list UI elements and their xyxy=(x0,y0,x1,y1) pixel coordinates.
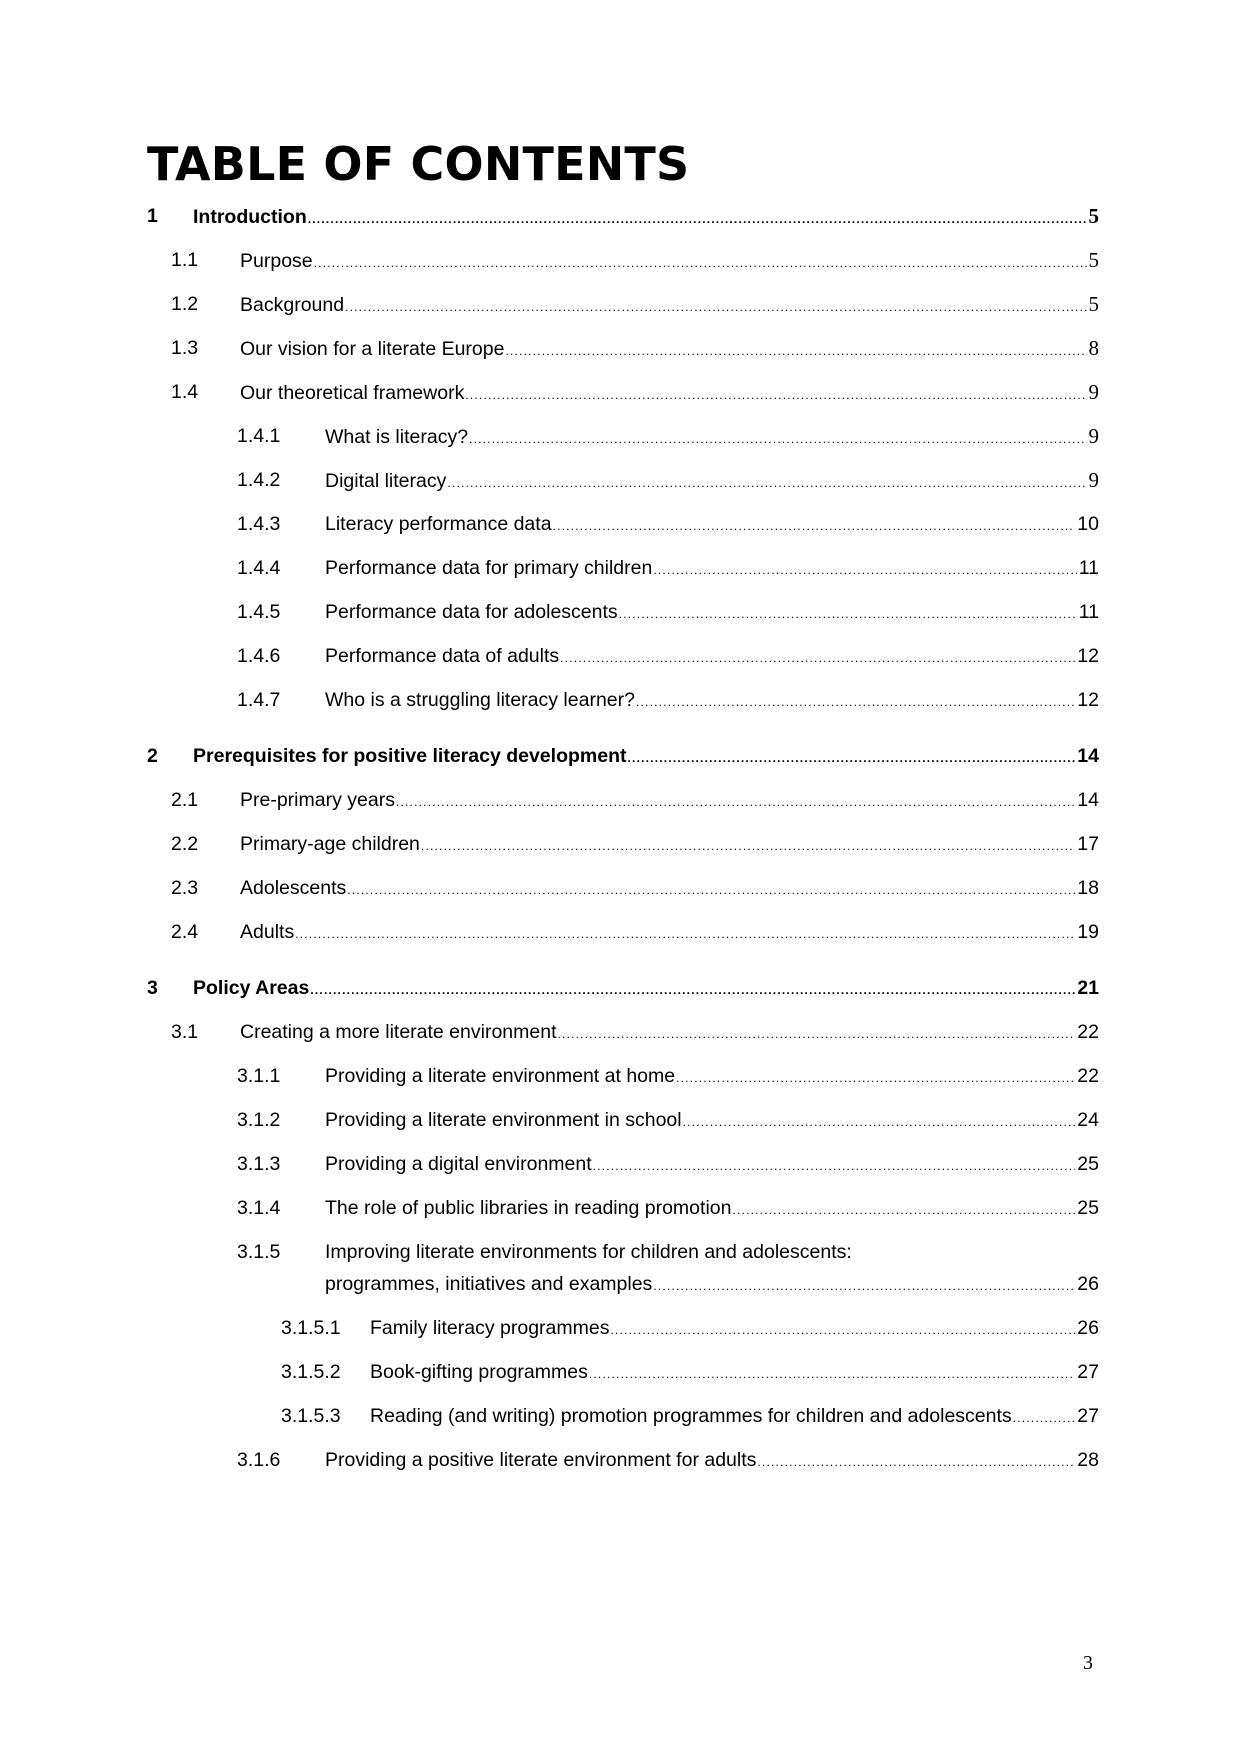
toc-entry-title: Performance data for adolescents xyxy=(325,601,618,623)
toc-entry-page: 9 xyxy=(1088,468,1099,492)
page-number: 3 xyxy=(1083,1652,1093,1674)
dot-leader xyxy=(345,295,1086,319)
toc-entry-title: Creating a more literate environment xyxy=(240,1021,557,1043)
toc-entry-page: 12 xyxy=(1077,645,1099,667)
toc-entry-title: Providing a digital environment xyxy=(325,1153,592,1175)
toc-entry-number: 3.1.2 xyxy=(237,1109,281,1131)
dot-leader xyxy=(295,922,1075,946)
toc-entry-number: 1.1 xyxy=(171,249,199,271)
toc-entry-page: 12 xyxy=(1077,689,1099,711)
toc-entry-page: 8 xyxy=(1088,336,1099,360)
toc-entry-page: 14 xyxy=(1077,745,1099,767)
toc-entry-title: Who is a struggling literacy learner? xyxy=(325,689,635,711)
dot-leader xyxy=(676,1066,1075,1090)
toc-entry-number: 3.1.5 xyxy=(237,1241,281,1263)
toc-entry-page: 9 xyxy=(1088,380,1099,404)
toc-entry-number: 3.1.5.3 xyxy=(281,1405,341,1427)
dot-leader xyxy=(553,514,1076,538)
toc-entry-title: Digital literacy xyxy=(325,470,447,492)
toc-entry-number: 2.3 xyxy=(171,877,199,899)
toc-entry-number: 1.4.3 xyxy=(237,513,281,535)
dot-leader xyxy=(1013,1406,1076,1430)
toc-entry-page: 28 xyxy=(1077,1449,1099,1471)
toc-entry-page: 25 xyxy=(1077,1153,1099,1175)
toc-entry-number: 1.3 xyxy=(171,337,199,359)
toc-entry-title: Literacy performance data xyxy=(325,513,552,535)
toc-entry-number: 3.1.4 xyxy=(237,1197,281,1219)
dot-leader xyxy=(469,427,1086,451)
dot-leader xyxy=(653,558,1076,582)
toc-entry-page: 11 xyxy=(1078,557,1099,579)
toc-entry-number: 2.4 xyxy=(171,921,199,943)
toc-entry-title: Reading (and writing) promotion programmes for children and adolescents xyxy=(370,1405,1012,1427)
toc-entry-number: 2.2 xyxy=(171,833,199,855)
toc-entry-title: Purpose xyxy=(240,250,313,272)
toc-entry-number: 1 xyxy=(147,205,158,227)
toc-entry-title: Introduction xyxy=(193,206,307,228)
toc-entry-number: 1.4.2 xyxy=(237,469,281,491)
dot-leader xyxy=(757,1450,1075,1474)
toc-entry-page: 26 xyxy=(1077,1317,1099,1339)
toc-entry-title: Book-gifting programmes xyxy=(370,1361,588,1383)
toc-entry-number: 1.4 xyxy=(171,381,199,403)
toc-entry-page: 25 xyxy=(1077,1197,1099,1219)
toc-entry-title: Primary-age children xyxy=(240,833,420,855)
toc-entry-title: What is literacy? xyxy=(325,426,469,448)
toc-entry-title-line1: Improving literate environments for children and adolescents: xyxy=(325,1241,852,1263)
dot-leader xyxy=(347,878,1075,902)
toc-entry-page: 5 xyxy=(1088,204,1099,228)
toc-entry-title: Policy Areas xyxy=(193,977,310,999)
dot-leader xyxy=(683,1110,1076,1134)
dot-leader xyxy=(732,1198,1075,1222)
dot-leader xyxy=(465,383,1086,407)
toc-entry-title: Providing a literate environment at home xyxy=(325,1065,676,1087)
dot-leader xyxy=(589,1362,1075,1386)
toc-entry-number: 2 xyxy=(147,745,158,767)
toc-entry-page: 22 xyxy=(1077,1065,1099,1087)
toc-entry-number: 3.1.5.2 xyxy=(281,1361,341,1383)
toc-entry-number: 1.4.7 xyxy=(237,689,281,711)
toc-entry-page: 17 xyxy=(1077,833,1099,855)
dot-leader xyxy=(421,834,1075,858)
toc-entry-title: programmes, initiatives and examples xyxy=(325,1273,653,1295)
toc-entry-page: 5 xyxy=(1088,292,1099,316)
toc-entry-page: 9 xyxy=(1088,424,1099,448)
toc-entry-number: 3.1.1 xyxy=(237,1065,281,1087)
dot-leader xyxy=(505,339,1086,363)
dot-leader xyxy=(447,471,1086,495)
dot-leader xyxy=(310,978,1075,1002)
dot-leader xyxy=(308,207,1087,231)
toc-entry-number: 1.4.6 xyxy=(237,645,281,667)
toc-entry-title: Adolescents xyxy=(240,877,347,899)
toc-entry-number: 3.1.3 xyxy=(237,1153,281,1175)
dot-leader xyxy=(314,251,1087,275)
toc-entry-number: 3.1.5.1 xyxy=(281,1317,341,1339)
toc-entry-title: The role of public libraries in reading promotion xyxy=(325,1197,732,1219)
dot-leader xyxy=(619,602,1077,626)
toc-entry-number: 1.2 xyxy=(171,293,199,315)
toc-entry-number: 1.4.5 xyxy=(237,601,281,623)
toc-entry-page: 26 xyxy=(1077,1273,1099,1295)
toc-entry-title: Family literacy programmes xyxy=(370,1317,610,1339)
toc-entry-page: 21 xyxy=(1077,977,1099,999)
toc-entry-title: Adults xyxy=(240,921,295,943)
toc-entry-number: 1.4.1 xyxy=(237,425,281,447)
toc-entry-title: Background xyxy=(240,294,345,316)
toc-entry-title: Providing a literate environment in school xyxy=(325,1109,682,1131)
toc-entry-page: 5 xyxy=(1088,248,1099,272)
dot-leader xyxy=(653,1274,1075,1298)
toc-entry-title: Performance data of adults xyxy=(325,645,560,667)
toc-entry-page: 27 xyxy=(1077,1405,1099,1427)
toc-entry-page: 10 xyxy=(1077,513,1099,535)
toc-entry-page: 19 xyxy=(1077,921,1099,943)
toc-entry-page: 14 xyxy=(1077,789,1099,811)
toc-entry-number: 3.1.6 xyxy=(237,1449,281,1471)
toc-entry-number: 1.4.4 xyxy=(237,557,281,579)
toc-entry-title: Performance data for primary children xyxy=(325,557,653,579)
dot-leader xyxy=(636,690,1075,714)
toc-entry-number: 2.1 xyxy=(171,789,199,811)
toc-entry-title: Our theoretical framework xyxy=(240,382,465,404)
dot-leader xyxy=(560,646,1075,670)
toc-entry-page: 11 xyxy=(1078,601,1099,623)
toc-entry-page: 24 xyxy=(1077,1109,1099,1131)
dot-leader xyxy=(610,1318,1075,1342)
dot-leader xyxy=(396,790,1075,814)
toc-entry-number: 3 xyxy=(147,977,158,999)
toc-entry-title: Providing a positive literate environment for adults xyxy=(325,1449,757,1471)
toc-entry-title: Our vision for a literate Europe xyxy=(240,338,505,360)
dot-leader xyxy=(628,746,1076,770)
toc-entry-title: Pre-primary years xyxy=(240,789,395,811)
dot-leader xyxy=(558,1022,1076,1046)
toc-entry-page: 27 xyxy=(1077,1361,1099,1383)
dot-leader xyxy=(593,1154,1076,1178)
toc-entry-page: 18 xyxy=(1077,877,1099,899)
toc-entry-number: 3.1 xyxy=(171,1021,199,1043)
toc-entry-title: Prerequisites for positive literacy development xyxy=(193,745,627,767)
toc-entry-page: 22 xyxy=(1077,1021,1099,1043)
page-title: TABLE OF CONTENTS xyxy=(147,137,690,191)
